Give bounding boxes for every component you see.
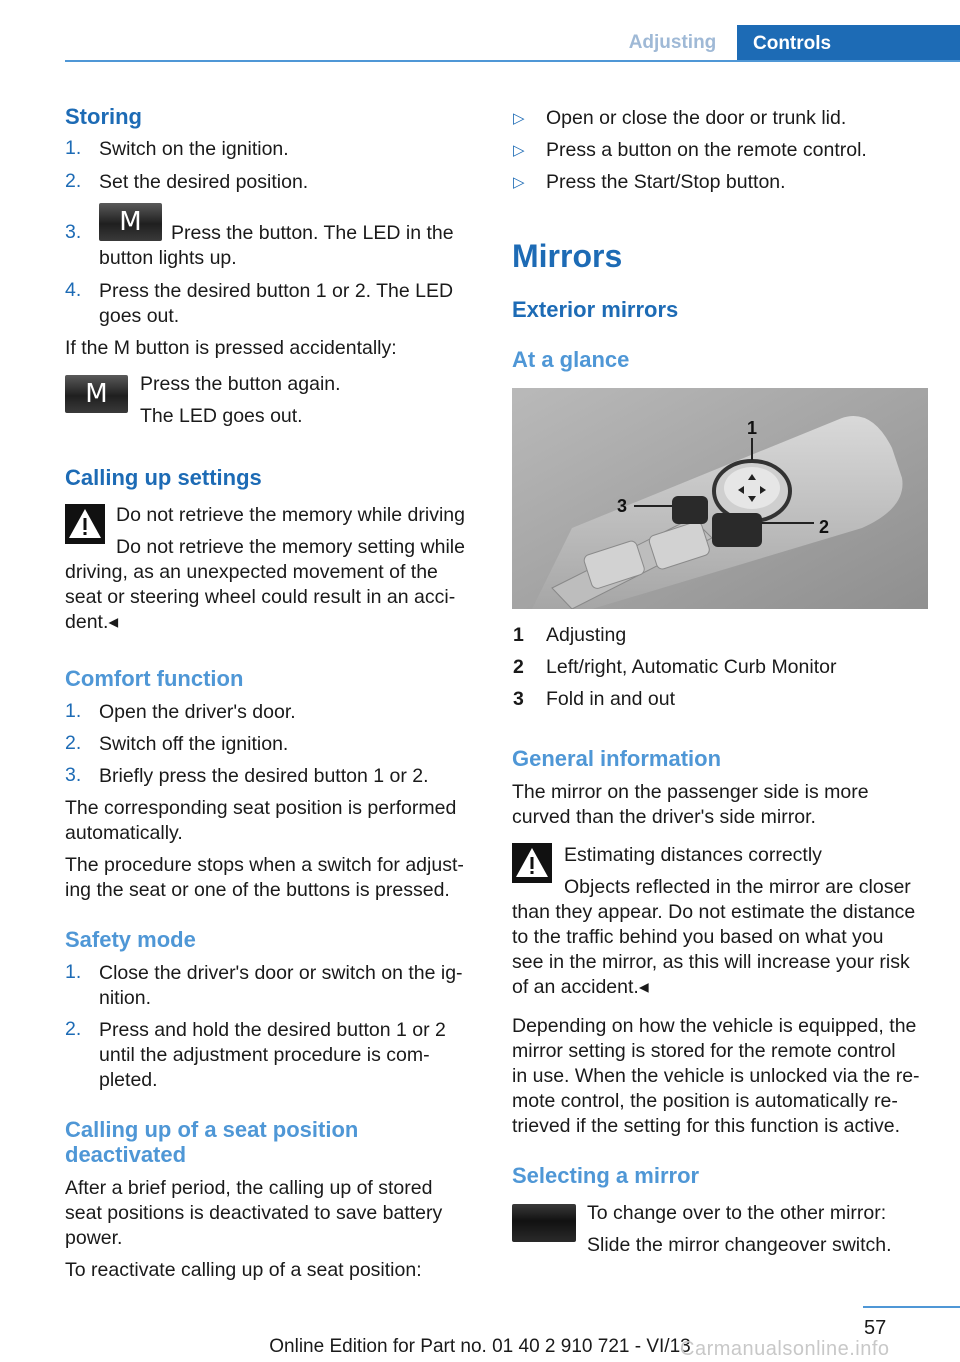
paragraph: Press the button again. (140, 373, 341, 395)
bullet-text: Press the Start/Stop button. (546, 171, 786, 193)
legend-number: 3 (513, 688, 524, 710)
step-text: pleted. (99, 1069, 158, 1091)
callout-label: 3 (617, 496, 628, 516)
callout-label: 1 (747, 418, 758, 438)
paragraph: mote control, the position is automatically re- (512, 1090, 898, 1112)
step-text: Switch off the ignition. (99, 733, 289, 755)
footer-edition: Online Edition for Part no. 01 40 2 910 721 - VI/13 (269, 1336, 691, 1357)
warning-text: Objects reflected in the mirror are closer (564, 876, 911, 898)
warning-text: Do not retrieve the memory setting while (116, 536, 465, 558)
step-text: until the adjustment procedure is com- (99, 1044, 430, 1066)
watermark: Carmanualsonline.info (680, 1338, 890, 1360)
step-text: Briefly press the desired button 1 or 2. (99, 765, 429, 787)
paragraph: If the M button is pressed accidentally: (65, 337, 397, 359)
callout-label: 2 (819, 517, 830, 537)
paragraph: To change over to the other mirror: (587, 1202, 887, 1224)
footer-divider (863, 1306, 960, 1308)
paragraph: Depending on how the vehicle is equipped, the (512, 1015, 917, 1037)
paragraph: The LED goes out. (140, 405, 303, 427)
bullet-triangle-icon: ▷ (513, 142, 525, 159)
header-tab-adjusting[interactable]: Adjusting (628, 32, 717, 53)
step-text: button lights up. (99, 247, 237, 269)
step-number: 3. (65, 764, 82, 786)
header-divider (65, 60, 960, 62)
step-number: 3. (65, 221, 82, 243)
step-text: Set the desired position. (99, 171, 309, 193)
legend-text: Left/right, Automatic Curb Monitor (546, 656, 837, 678)
warning-text: than they appear. Do not estimate the distance (512, 901, 916, 923)
paragraph: To reactivate calling up of a seat position: (65, 1259, 422, 1281)
mirror-switch-icon (512, 1204, 576, 1242)
bullet-text: Open or close the door or trunk lid. (546, 107, 847, 129)
bullet-triangle-icon: ▷ (513, 174, 525, 191)
comfort-heading: Comfort function (65, 666, 244, 691)
paragraph: ing the seat or one of the buttons is pressed. (65, 879, 450, 901)
paragraph: seat positions is deactivated to save battery (65, 1202, 443, 1224)
warning-icon (512, 843, 552, 883)
step-number: 2. (65, 732, 82, 754)
exterior-mirrors-heading: Exterior mirrors (512, 297, 679, 322)
step-number: 2. (65, 170, 82, 192)
warning-text: of an accident.◂ (512, 976, 649, 998)
step-text: Close the driver's door or switch on the ig- (99, 962, 463, 984)
paragraph: After a brief period, the calling up of stored (65, 1177, 433, 1199)
step-number: 2. (65, 1018, 82, 1040)
memory-button-icon: M (65, 375, 128, 413)
deactivated-heading: Calling up of a seat position (65, 1117, 359, 1142)
paragraph: mirror setting is stored for the remote control (512, 1040, 896, 1062)
general-information-heading: General information (512, 746, 722, 771)
selecting-mirror-heading: Selecting a mirror (512, 1163, 700, 1188)
paragraph: curved than the driver's side mirror. (512, 806, 816, 828)
calling-up-heading: Calling up settings (65, 465, 262, 490)
warning-text: see in the mirror, as this will increase your risk (512, 951, 910, 973)
storing-heading: Storing (65, 104, 142, 129)
bullet-triangle-icon: ▷ (513, 110, 525, 127)
at-a-glance-heading: At a glance (512, 347, 630, 372)
step-text: Switch on the ignition. (99, 138, 289, 160)
paragraph: trieved if the setting for this function is active. (512, 1115, 901, 1137)
warning-text: driving, as an unexpected movement of the (65, 561, 438, 583)
page-number: 57 (864, 1317, 887, 1339)
step-number: 4. (65, 279, 82, 301)
warning-text: dent.◂ (65, 611, 119, 633)
paragraph: The corresponding seat position is performed (65, 797, 457, 819)
step-text: Press the button. The LED in the (171, 222, 454, 244)
deactivated-heading: deactivated (65, 1142, 187, 1167)
warning-icon (65, 504, 105, 544)
mirror-control-illustration (512, 388, 928, 609)
paragraph: The procedure stops when a switch for adjust- (65, 854, 464, 876)
paragraph: automatically. (65, 822, 183, 844)
legend-text: Adjusting (546, 624, 627, 646)
step-number: 1. (65, 961, 82, 983)
paragraph: The mirror on the passenger side is more (512, 781, 869, 803)
safety-mode-heading: Safety mode (65, 927, 196, 952)
legend-text: Fold in and out (546, 688, 676, 710)
warning-text: to the traffic behind you based on what you (512, 926, 884, 948)
step-number: 1. (65, 137, 82, 159)
step-text: goes out. (99, 305, 180, 327)
step-number: 1. (65, 700, 82, 722)
step-text: nition. (99, 987, 152, 1009)
warning-title: Do not retrieve the memory while driving (116, 504, 465, 526)
warning-text: seat or steering wheel could result in an acci- (65, 586, 456, 608)
step-text: Press the desired button 1 or 2. The LED (99, 280, 454, 302)
legend-number: 1 (513, 624, 524, 646)
memory-button-icon: M (99, 203, 162, 241)
paragraph: in use. When the vehicle is unlocked via the re- (512, 1065, 920, 1087)
warning-title: Estimating distances correctly (564, 844, 822, 866)
mirrors-heading: Mirrors (512, 238, 623, 274)
paragraph: Slide the mirror changeover switch. (587, 1234, 892, 1256)
step-text: Open the driver's door. (99, 701, 296, 723)
paragraph: power. (65, 1227, 123, 1249)
header-tab-controls[interactable]: Controls (737, 25, 960, 62)
bullet-text: Press a button on the remote control. (546, 139, 867, 161)
legend-number: 2 (513, 656, 524, 678)
step-text: Press and hold the desired button 1 or 2 (99, 1019, 446, 1041)
